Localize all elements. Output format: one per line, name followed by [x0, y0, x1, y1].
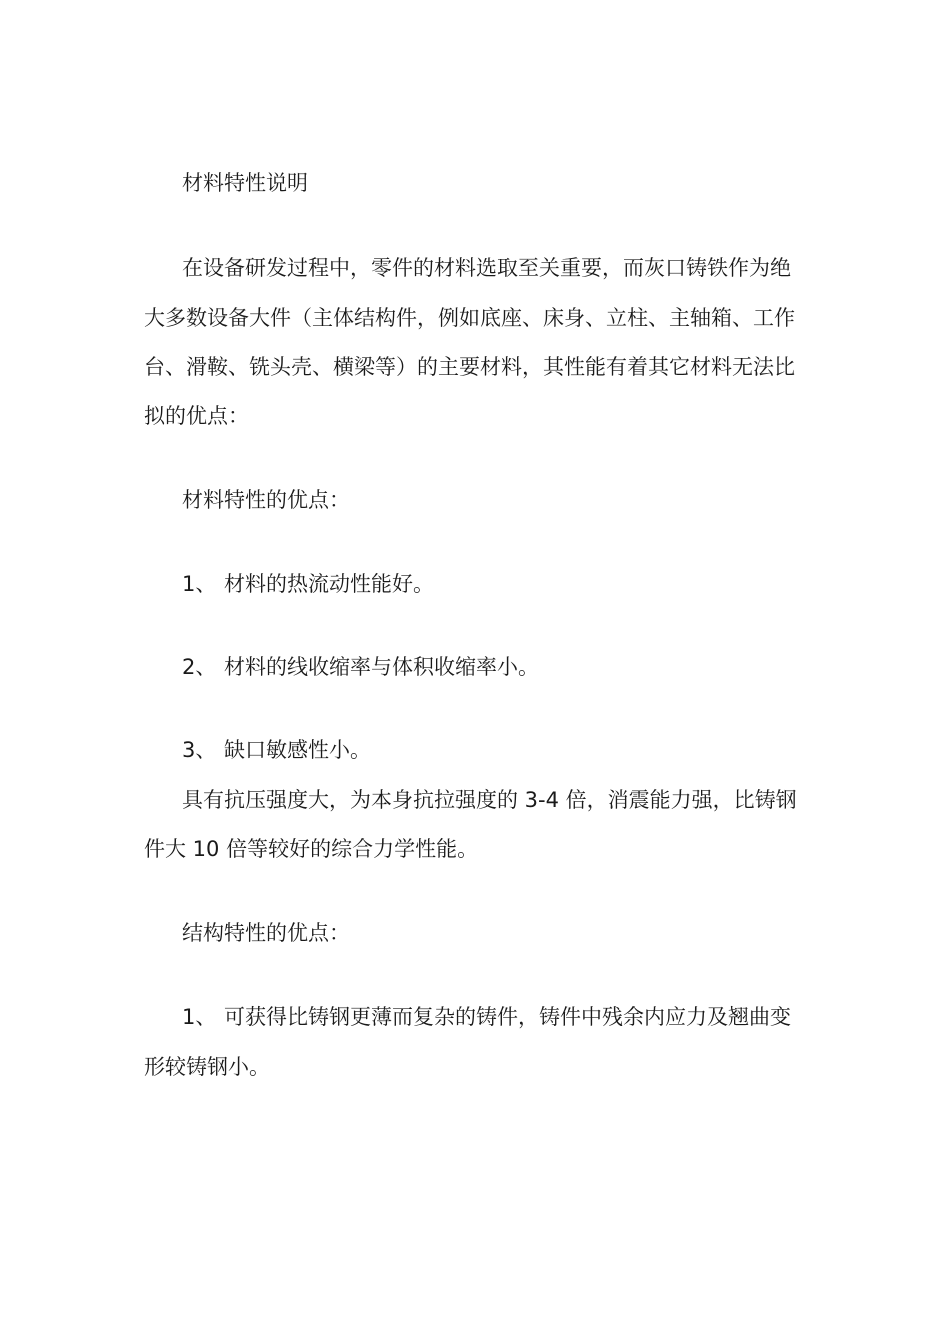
intro-line-2: 大多数设备大件（主体结构件，例如底座、床身、立柱、主轴箱、工作 [144, 306, 795, 330]
material-item-2 [182, 642, 806, 692]
list-text: 材料的热流动性能好。 [224, 572, 434, 596]
material-item-3 [182, 725, 806, 775]
intro-line-1: 在设备研发过程中，零件的材料选取至关重要，而灰口铸铁作为绝 [182, 256, 791, 280]
list-text: 材料的线收缩率与体积收缩率小。 [224, 655, 539, 679]
list-text: 可获得比铸钢更薄而复杂的铸件，铸件中残余内应力及翘曲变 [224, 1005, 791, 1029]
structure-heading: 结构特性的优点： [182, 921, 350, 945]
list-number: 1、 [182, 1005, 217, 1029]
list-number: 1、 [182, 572, 217, 596]
material-paragraph-line-1: 具有抗压强度大，为本身抗拉强度的 3-4 倍，消震能力强，比铸钢 [182, 788, 797, 812]
material-paragraph-line-2: 件大 10 倍等较好的综合力学性能。 [144, 837, 479, 861]
list-number: 3、 [182, 738, 217, 762]
structure-item-1 [182, 992, 806, 1042]
list-text: 缺口敏感性小。 [224, 738, 371, 762]
structure-item-1-continuation: 形较铸钢小。 [144, 1055, 270, 1079]
intro-line-3: 台、滑鞍、铣头壳、横梁等）的主要材料，其性能有着其它材料无法比 [144, 355, 795, 379]
material-item-1 [182, 559, 806, 609]
intro-line-4: 拟的优点： [144, 404, 249, 428]
material-heading: 材料特性的优点： [182, 488, 350, 512]
list-number: 2、 [182, 655, 217, 679]
document-title: 材料特性说明 [182, 171, 308, 195]
